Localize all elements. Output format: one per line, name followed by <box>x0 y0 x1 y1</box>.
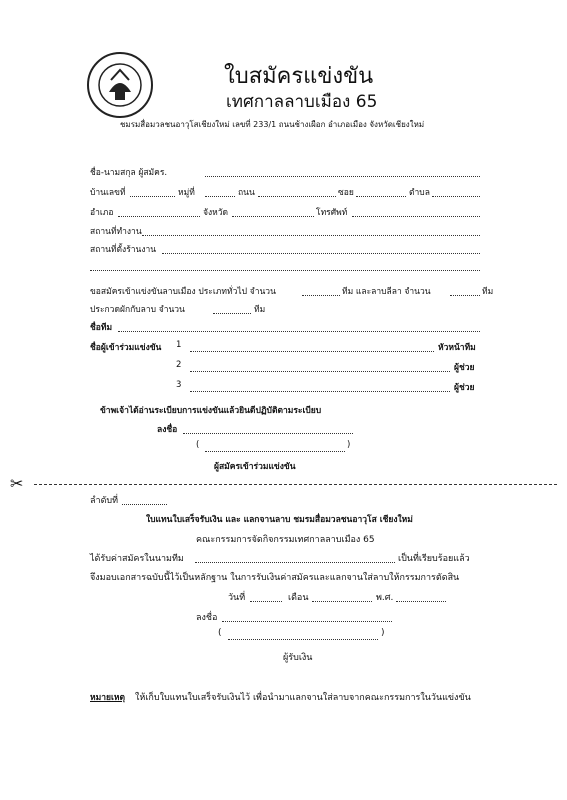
tambon-label: ตำบล <box>409 188 430 198</box>
receiver-caption: ผู้รับเงิน <box>283 653 313 663</box>
date-year-label: พ.ศ. <box>376 593 394 603</box>
date-year-line[interactable] <box>396 601 446 602</box>
evidence-text: จึงมอบเอกสารฉบับนี้ไว้เป็นหลักฐาน ในการรับเงินค่าสมัครและแลกจานใส่ลาบให้กรรมการตัดสิน <box>90 573 460 583</box>
member-3-number: 3 <box>176 380 182 390</box>
contest-team-count-line[interactable] <box>213 313 251 314</box>
applicant-printed-name-line[interactable] <box>205 451 345 452</box>
soi-label: ซอย <box>338 188 354 198</box>
tambon-line[interactable] <box>432 196 480 197</box>
team-name-label: ชื่อทีม <box>90 323 113 333</box>
receiver-printed-name-line[interactable] <box>228 639 378 640</box>
date-day-line[interactable] <box>250 601 282 602</box>
shop-location-label: สถานที่ตั้งร้านงาน <box>90 245 157 255</box>
province-label: จังหวัด <box>203 208 229 218</box>
lila-team-unit: ทีม <box>482 287 494 297</box>
receiver-paren-open: ( <box>218 628 222 638</box>
applicant-paren-open: ( <box>196 440 200 450</box>
apply-general-label: ขอสมัครเข้าแข่งขันลาบเมือง ประเภททั่วไป จำนวน <box>90 287 276 297</box>
general-team-count-line[interactable] <box>302 295 340 296</box>
phone-label: โทรศัพท์ <box>316 208 348 218</box>
amphoe-label: อำเภอ <box>90 208 114 218</box>
applicant-sign-label: ลงชื่อ <box>157 425 178 435</box>
house-no-line[interactable] <box>130 196 175 197</box>
contest-team-unit: ทีม <box>254 305 266 315</box>
member-1-role: หัวหน้าทีม <box>438 343 476 353</box>
member-2-role: ผู้ช่วย <box>454 363 475 373</box>
received-label: ได้รับค่าสมัครในนามทีม <box>90 554 184 564</box>
member-1-line[interactable] <box>190 351 434 352</box>
road-line[interactable] <box>258 196 336 197</box>
shop-location-line-2[interactable] <box>90 270 480 271</box>
phone-line[interactable] <box>352 216 480 217</box>
receiver-paren-close: ) <box>381 628 385 638</box>
form-title: ใบสมัครแข่งขัน <box>224 64 374 89</box>
receipt-title: ใบแทนใบเสร็จรับเงิน และ แลกจานลาบ ชมรมสื่อมวลชนอาวุโส เชียงใหม่ <box>146 515 413 525</box>
road-label: ถนน <box>238 188 255 198</box>
acknowledge-text: ข้าพเจ้าได้อ่านระเบียบการแข่งขันแล้วยินดีปฏิบัติตามระเบียบ <box>100 406 322 416</box>
date-month-label: เดือน <box>288 593 309 603</box>
participants-label: ชื่อผู้เข้าร่วมแข่งขัน <box>90 343 162 353</box>
moo-line[interactable] <box>205 196 235 197</box>
shop-location-line[interactable] <box>162 253 480 254</box>
soi-line[interactable] <box>356 196 406 197</box>
receiver-sign-label: ลงชื่อ <box>196 613 218 623</box>
applicant-name-label: ชื่อ-นามสกุล ผู้สมัคร. <box>90 168 168 178</box>
applicant-paren-close: ) <box>347 440 351 450</box>
member-2-line[interactable] <box>190 371 450 372</box>
lila-team-count-line[interactable] <box>450 295 480 296</box>
scissors-icon: ✂ <box>10 474 24 493</box>
applicant-caption: ผู้สมัครเข้าร่วมแข่งขัน <box>214 462 296 472</box>
note-text: ให้เก็บใบแทนใบเสร็จรับเงินไว้ เพื่อนำมาแลกจานใส่ลาบจากคณะกรรมการในวันแข่งขัน <box>135 693 471 703</box>
member-1-number: 1 <box>176 340 182 350</box>
moo-label: หมู่ที่ <box>178 188 195 198</box>
member-3-line[interactable] <box>190 391 450 392</box>
house-no-label: บ้านเลขที่ <box>90 188 126 198</box>
team-name-line[interactable] <box>118 331 480 332</box>
association-seal-icon <box>97 62 143 108</box>
cut-line <box>34 484 557 485</box>
association-logo <box>87 52 153 118</box>
date-day-label: วันที่ <box>228 593 246 603</box>
organization-address: ชมรมสื่อมวลชนอาวุโสเชียงใหม่ เลขที่ 233/1 ถนนช้างเผือก อำเภอเมือง จังหวัดเชียงใหม่ <box>120 120 425 129</box>
note-label: หมายเหตุ <box>90 693 125 703</box>
member-2-number: 2 <box>176 360 182 370</box>
workplace-line[interactable] <box>142 235 480 236</box>
amphoe-line[interactable] <box>118 216 200 217</box>
date-month-line[interactable] <box>312 601 372 602</box>
applicant-name-line[interactable] <box>205 176 480 177</box>
member-3-role: ผู้ช่วย <box>454 383 475 393</box>
receiver-signature-line[interactable] <box>222 621 392 622</box>
order-no-line[interactable] <box>122 504 167 505</box>
committee-text: คณะกรรมการจัดกิจกรรมเทศกาลลาบเมือง 65 <box>196 535 375 545</box>
contest-label: ประกวดผักกับลาบ จำนวน <box>90 305 185 315</box>
form-subtitle: เทศกาลลาบเมือง 65 <box>226 92 378 112</box>
apply-lila-label: ทีม และลาบลีลา จำนวน <box>342 287 431 297</box>
applicant-signature-line[interactable] <box>183 433 353 434</box>
province-line[interactable] <box>232 216 314 217</box>
order-no-label: ลำดับที่ <box>90 496 119 506</box>
received-end-text: เป็นที่เรียบร้อยแล้ว <box>398 554 470 564</box>
received-team-line[interactable] <box>195 562 395 563</box>
workplace-label: สถานที่ทำงาน <box>90 227 142 237</box>
